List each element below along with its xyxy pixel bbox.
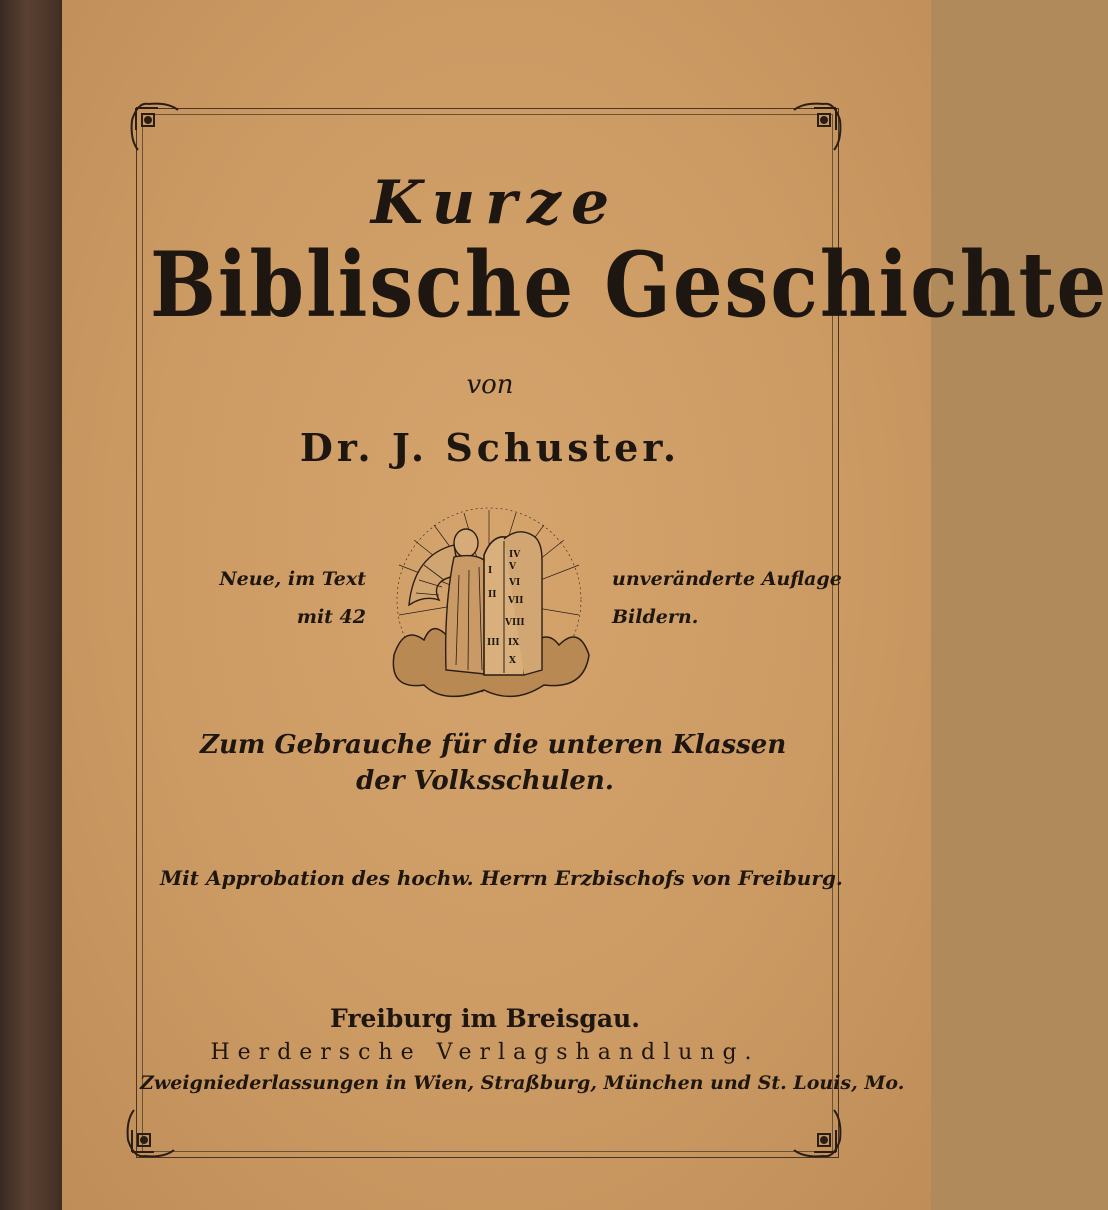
- purpose-line-1: Zum Gebrauche für die unteren Klassen: [200, 730, 787, 760]
- publisher-name: Herdersche Verlagshandlung.: [210, 1040, 760, 1065]
- corner-ornament-top-right-icon: [784, 100, 844, 160]
- publication-place: Freiburg im Breisgau.: [330, 1004, 640, 1033]
- publisher-branches: Zweigniederlassungen in Wien, Straßburg, München und St. Louis, Mo.: [140, 1072, 905, 1094]
- tablet-numeral: VIII: [505, 618, 525, 628]
- purpose-line-2: der Volksschulen.: [356, 766, 614, 796]
- title-line-2: Biblische Geschichte: [150, 233, 1108, 338]
- corner-ornament-top-left-icon: [128, 100, 188, 160]
- tablet-numeral: IV: [509, 550, 521, 560]
- approval-line: Mit Approbation des hochw. Herrn Erzbischofs von Freiburg.: [160, 866, 843, 890]
- tablet-numeral: X: [509, 656, 516, 666]
- corner-ornament-bottom-right-icon: [784, 1100, 844, 1160]
- tablet-numeral: VII: [508, 596, 524, 606]
- book-spine: [0, 0, 66, 1210]
- edition-right-line-2: Bildern.: [612, 606, 699, 628]
- tablet-numeral: I: [488, 566, 493, 576]
- by-label: von: [466, 370, 514, 400]
- angel-tablets-emblem-icon: [384, 505, 594, 710]
- tablet-numeral: IX: [508, 638, 520, 648]
- edition-left-line-1: Neue, im Text: [219, 568, 366, 590]
- tablet-numeral: V: [509, 562, 516, 572]
- corner-ornament-bottom-left-icon: [124, 1100, 184, 1160]
- tablet-numeral: III: [487, 638, 500, 648]
- author-name: Dr. J. Schuster.: [299, 425, 681, 470]
- edition-right-line-1: unveränderte Auflage: [612, 568, 842, 590]
- edition-left-line-2: mit 42: [296, 606, 366, 628]
- title-line-1: Kurze: [370, 168, 620, 238]
- tablet-numeral: VI: [509, 578, 521, 588]
- tablet-numeral: II: [488, 590, 497, 600]
